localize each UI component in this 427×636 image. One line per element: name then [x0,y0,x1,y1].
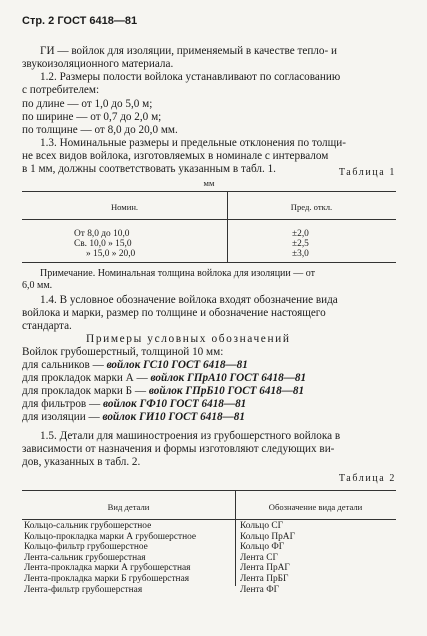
example-item: для прокладок марки Б — войлок ГПрБ10 ГОСТ 6418—81 [22,385,305,397]
table1-unit: мм [203,178,215,188]
table2-cell-code: Кольцо СГ [240,521,284,531]
note-line: Примечание. Номинальная толщина войлока для изоляции — от [40,268,315,279]
paragraph-line: войлока и марки, размер по толщине и обозначение настоящего [22,307,326,319]
table2-cell-code: Лента ПрАГ [240,563,290,574]
paragraph-line: с потребителем: [22,84,100,96]
page-header [22,15,137,28]
table2-cell-code: Кольцо ПрАГ [240,531,295,542]
example-designation: войлок ГФ10 ГОСТ 6418—81 [103,398,247,410]
table2-cell-code: Лента ПрБГ [240,573,289,584]
paragraph-line: звукоизоляционного материала. [22,58,174,70]
table1-cell-dev: ±3,0 [292,249,309,259]
dimension-line: по ширине — от 0,7 до 2,0 м; [22,111,162,123]
table2-cell-kind: Лента-сальник грубошерстная [24,552,146,563]
table1-header-rule [22,219,396,220]
table2-header-code: Обозначение вида детали [268,502,363,512]
table2-caption: Таблица 2 [338,473,396,484]
table1-bottom-rule [22,262,396,263]
table2-cell-kind: Лента-фильтр грубошерстная [24,584,143,595]
table1-header-dev: Пред. откл. [290,202,333,212]
paragraph-line: в 1 мм, должны соответствовать указанным в табл. 1. [22,163,276,175]
examples-intro: Войлок грубошерстный, толщиной 10 мм: [22,346,224,358]
table2-cell-code: Лента ФГ [240,584,280,595]
paragraph-line: 1.3. Номинальные размеры и предельные отклонения по толщи- [40,137,346,149]
table2-cell-code: Лента СГ [240,552,278,563]
table1-row: Св. 10,0 » 15,0 [74,239,132,249]
paragraph-line: 1.2. Размеры полости войлока устанавливают по согласованию [40,71,341,83]
table2-code-column [240,521,295,595]
paragraph-line: не всех видов войлока, изготовляемых в номинале с интервалом [22,150,329,162]
paragraph-line: стандарта. [22,320,72,332]
standard-code: ГОСТ 6418—81 [57,15,138,27]
table1-top-rule [22,191,396,192]
dimension-line: по толщине — от 8,0 до 20,0 мм. [22,124,178,136]
paragraph-line: дов, указанных в табл. 2. [22,456,141,468]
table2-kind-column [24,521,196,595]
table1-cell-dev: ±2,0 [292,229,309,239]
example-item: для сальников — войлок ГС10 ГОСТ 6418—81 [22,359,248,371]
paragraph-line: зависимости от назначения и формы изготовляют следующих ви- [22,443,335,455]
note-line: 6,0 мм. [22,280,53,291]
paragraph-line: 1.4. В условное обозначение войлока входят обозначение вида [40,294,338,306]
table2-cell-kind: Кольцо-прокладка марки А грубошерстное [24,531,197,542]
table1-caption: Таблица 1 [338,167,396,178]
table1-cell-dev: ±2,5 [292,239,309,249]
page-number: Стр. 2 [22,15,55,27]
table2-cell-kind: Лента-прокладка марки А грубошерстная [24,563,191,574]
table2-header-kind: Вид детали [107,502,150,512]
example-designation: войлок ГИ10 ГОСТ 6418—81 [102,411,245,423]
example-designation: войлок ГПрБ10 ГОСТ 6418—81 [148,385,305,397]
table2-header-rule [22,519,396,520]
table2-cell-code: Кольцо ФГ [240,542,285,553]
example-designation: войлок ГПрА10 ГОСТ 6418—81 [150,372,307,384]
example-item: для изоляции — войлок ГИ10 ГОСТ 6418—81 [22,411,245,423]
dimension-line: по длине — от 1,0 до 5,0 м; [22,98,153,110]
paragraph-line: ГИ — войлок для изоляции, применяемый в качестве тепло- и [40,45,337,57]
table1-header-nom: Номин. [110,202,139,212]
example-item: для фильтров — войлок ГФ10 ГОСТ 6418—81 [22,398,247,410]
table2-cell-kind: Кольцо-фильтр грубошерстное [24,542,148,553]
paragraph-line: 1.5. Детали для машиностроения из грубошерстного войлока в [40,430,341,442]
examples-heading: Примеры условных обозначений [86,333,291,345]
table1-row: От 8,0 до 10,0 [74,229,130,239]
example-item: для прокладок марки А — войлок ГПрА10 ГОСТ 6418—81 [22,372,307,384]
table2-cell-kind: Лента-прокладка марки Б грубошерстная [24,573,190,584]
example-designation: войлок ГС10 ГОСТ 6418—81 [106,359,248,371]
table1-row: » 15,0 » 20,0 [86,249,136,259]
table2-top-rule [22,490,396,491]
table2-cell-kind: Кольцо-сальник грубошерстное [24,521,152,531]
